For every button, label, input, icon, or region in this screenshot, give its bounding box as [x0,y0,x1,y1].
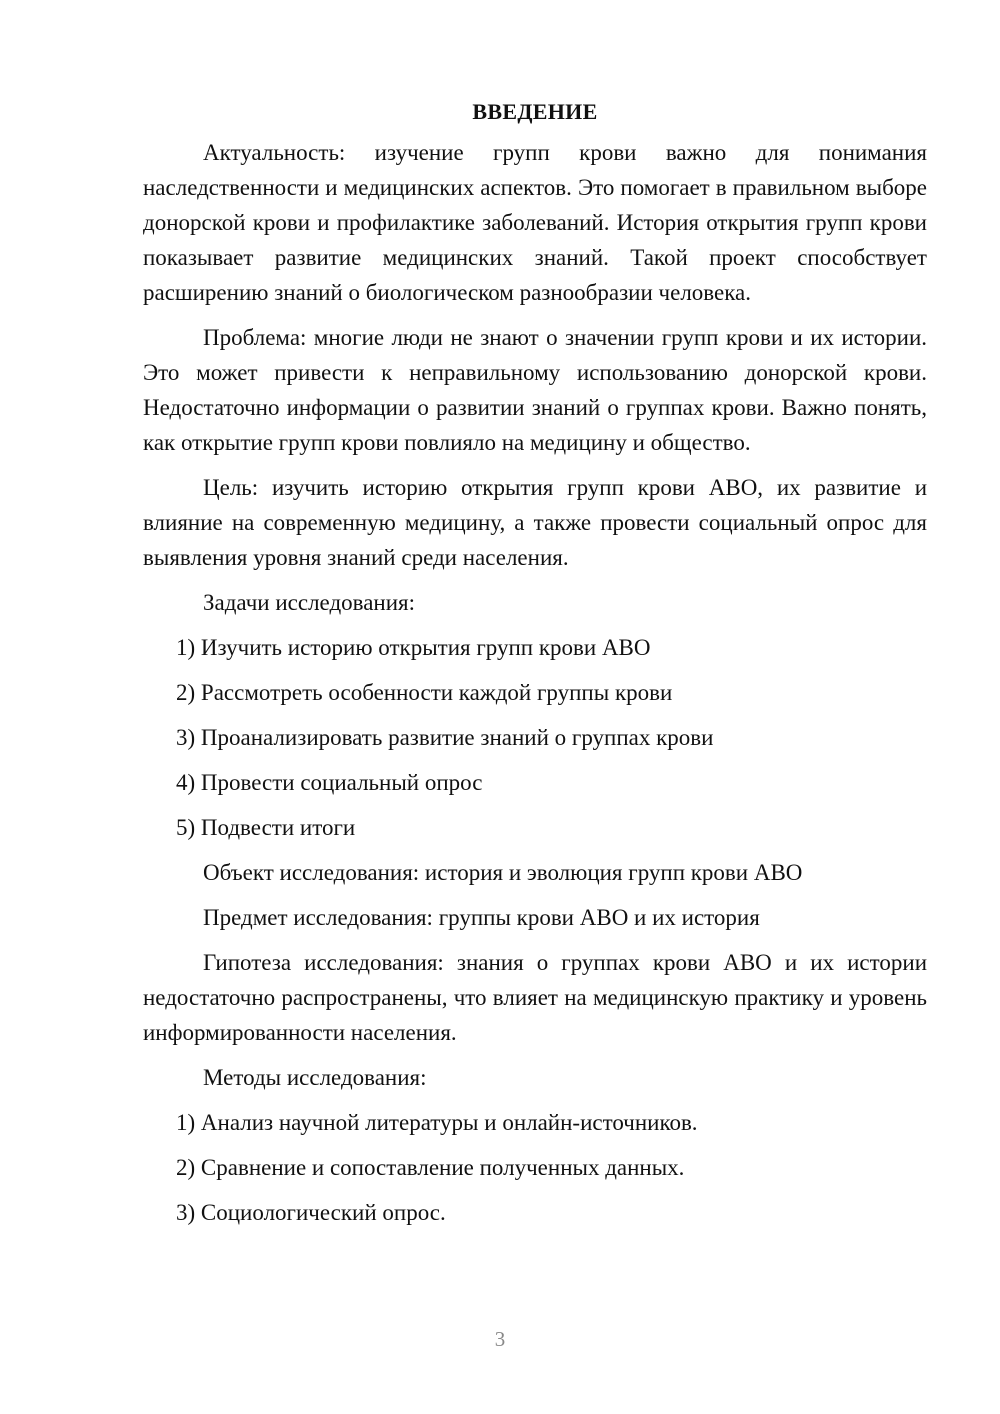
methods-list [143,1105,927,1230]
list-item: 4) Провести социальный опрос [176,770,483,795]
list-item: 2) Рассмотреть особенности каждой группы крови [176,680,673,705]
list-item: 2) Сравнение и сопоставление полученных данных. [176,1155,685,1180]
relevance-paragraph: Актуальность: изучение групп крови важно для понимания наследственности и медицинских аспектов. Это помогает в правильном выборе донорской крови и профилактике заболеваний. История открытия групп крови показывает развитие медицинских знаний. Такой проект способствует расширению знаний о биологическом разнообразии человека. [143,140,927,305]
research-subject: Предмет исследования: группы крови АВО и их история [203,905,760,930]
research-object: Объект исследования: история и эволюция групп крови АВО [203,860,803,885]
list-item: 1) Анализ научной литературы и онлайн-источников. [176,1110,698,1135]
hypothesis-paragraph: Гипотеза исследования: знания о группах крови АВО и их истории недостаточно распространены, что влияет на медицинскую практику и уровень информированности населения. [143,950,927,1045]
list-item: 5) Подвести итоги [176,815,356,840]
methods-heading: Методы исследования: [203,1065,427,1090]
list-item: 1) Изучить историю открытия групп крови АВО [176,635,651,660]
page-title: ВВЕДЕНИЕ [472,99,598,124]
list-item: 3) Проанализировать развитие знаний о группах крови [176,725,714,750]
page-content [143,94,927,1240]
problem-paragraph: Проблема: многие люди не знают о значении групп крови и их истории. Это может привести к неправильному использованию донорской крови. Недостаточно информации о развитии знаний о группах крови. Важно понять, как открытие групп крови повлияло на медицину и общество. [143,325,927,455]
page-number: 3 [494,1327,506,1351]
tasks-heading: Задачи исследования: [203,590,416,615]
list-item: 3) Социологический опрос. [176,1200,446,1225]
tasks-list [143,630,927,845]
goal-paragraph: Цель: изучить историю открытия групп крови АВО, их развитие и влияние на современную медицину, а также провести социальный опрос для выявления уровня знаний среди населения. [143,475,927,570]
